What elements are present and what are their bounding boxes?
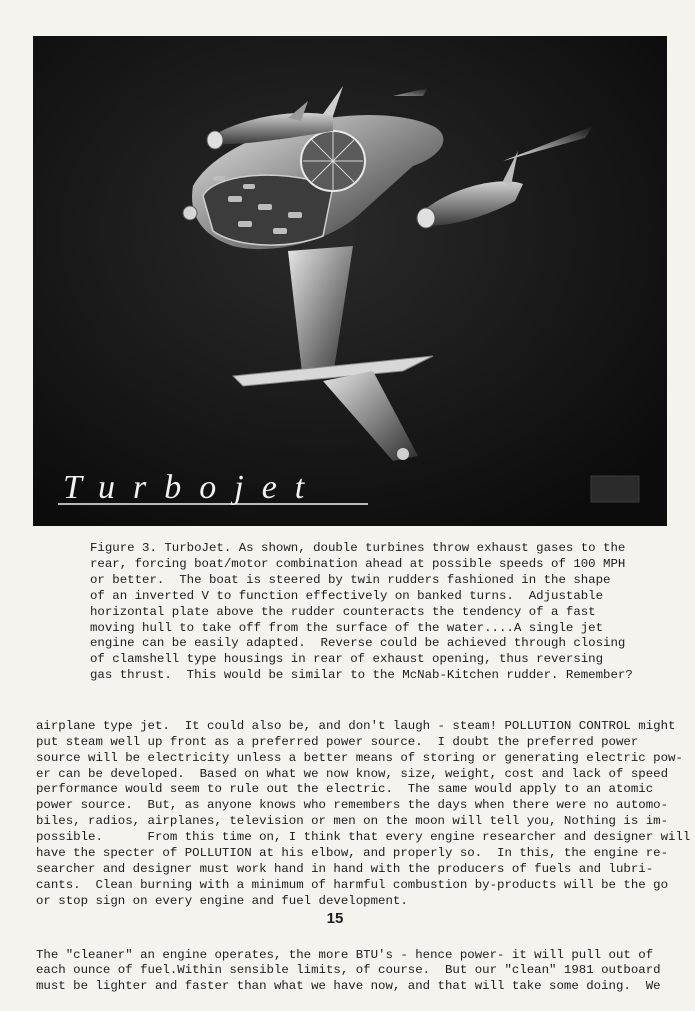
paragraph-1 [36, 718, 691, 910]
text-line: source will be electricity unless a better means of storing or generating electric pow- [36, 750, 683, 765]
text-line: biles, radios, airplanes, television or men on the moon will tell you, Nothing is im- [36, 814, 669, 829]
caption-line: engine can be easily adapted. Reverse could be achieved through closing [90, 636, 626, 651]
text-line: performance would seem to rule out the electric. The same would apply to an atomic [36, 782, 654, 797]
text-line: power source. But, as anyone knows who remembers the days when there were no automo- [36, 798, 669, 813]
text-line: airplane type jet. It could also be, and don't laugh - steam! POLLUTION CONTROL might [36, 718, 676, 733]
text-line: The "cleaner" an engine operates, the more BTU's - hence power- it will pull out of [36, 947, 654, 962]
figure-caption [90, 541, 635, 684]
page-number: 15 [326, 910, 344, 927]
text-line: er can be developed. Based on what we now know, size, weight, cost and lack of speed [36, 766, 669, 781]
caption-line: or better. The boat is steered by twin rudders fashioned in the shape [90, 572, 611, 587]
svg-text:Turbojet: Turbojet [63, 469, 323, 506]
turbojet-illustration [33, 36, 667, 526]
paragraph-2 [36, 948, 676, 996]
caption-line: moving hull to take off from the surface of the water....A single jet [90, 620, 604, 635]
text-line: have the specter of POLLUTION at his elbow, and properly so. In this, the engine re- [36, 846, 669, 861]
text-line: possible. From this time on, I think that every engine researcher and designer will [36, 830, 691, 845]
text-line: or stop sign on every engine and fuel development. [36, 893, 408, 908]
caption-line: of clamshell type housings in rear of exhaust opening, thus reversing [90, 652, 604, 667]
caption-line: of an inverted V to function effectively on banked turns. Adjustable [90, 588, 604, 603]
text-line: each ounce of fuel.Within sensible limits, of course. But our "clean" 1981 outboard [36, 963, 661, 978]
caption-line: Figure 3. TurboJet. As shown, double turbines throw exhaust gases to the [90, 541, 626, 555]
turbojet-script-title [58, 469, 368, 506]
text-line: searcher and designer must work hand in hand with the producers of fuels and lubri- [36, 861, 654, 876]
text-line: put steam well up front as a preferred power source. I doubt the preferred power [36, 734, 639, 749]
illustrator-mark [591, 476, 639, 502]
caption-line: horizontal plate above the rudder counteracts the tendency of a fast [90, 604, 596, 619]
caption-line: gas thrust. This would be similar to the McNab-Kitchen rudder. Remember? [90, 668, 633, 683]
body-text [36, 687, 691, 1011]
text-line: cants. Clean burning with a minimum of harmful combustion by-products will be the go [36, 877, 669, 892]
text-line: must be lighter and faster than what we have now, and that will take some doing. We [36, 979, 661, 994]
caption-line: rear, forcing boat/motor combination ahead at possible speeds of 100 MPH [90, 556, 626, 571]
